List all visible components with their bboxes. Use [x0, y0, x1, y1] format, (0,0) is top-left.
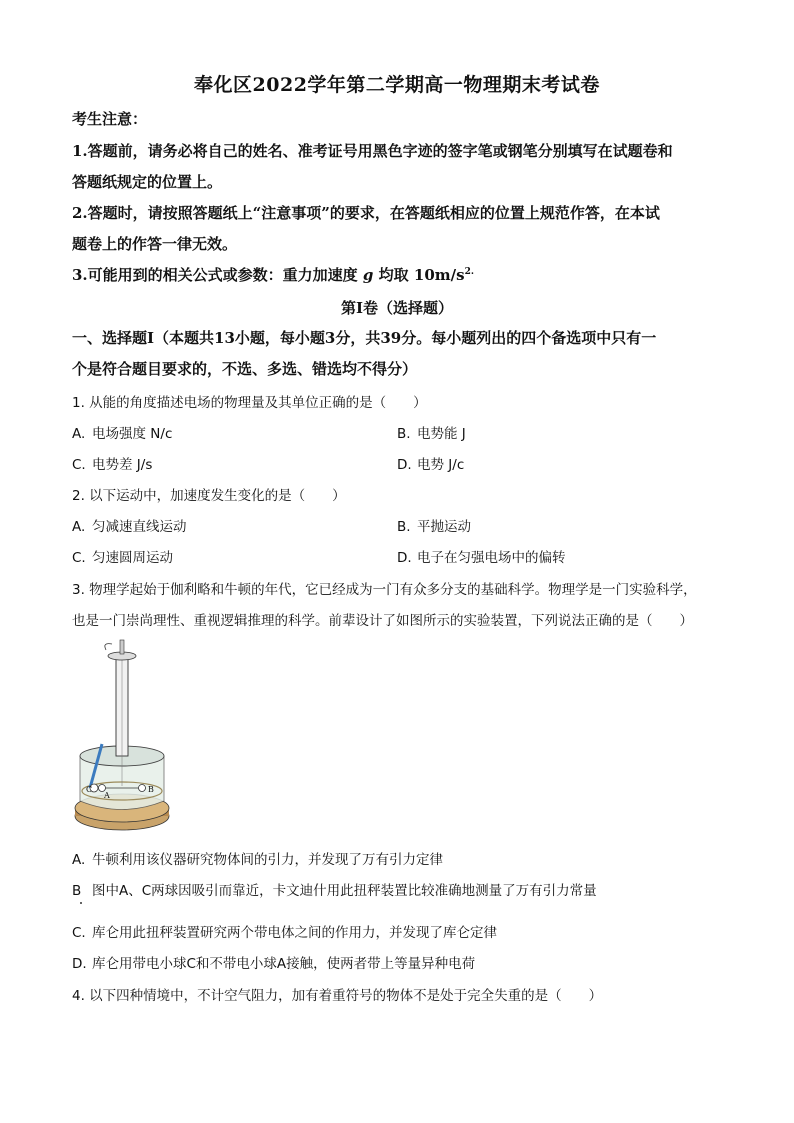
q1-option-c: C. 电势差 J/s	[72, 457, 153, 473]
q3-stem-b: 也是一门崇尚理性、重视逻辑推理的科学。前辈设计了如图所示的实验装置，下列说法正确的是（ ）	[72, 613, 693, 629]
label-c: C	[86, 785, 93, 794]
q3-option-c: C. 库仑用此扭秤装置研究两个带电体之间的作用力，并发现了库仑定律	[72, 925, 497, 941]
knob-stem	[120, 640, 124, 654]
q2-option-a: A. 匀减速直线运动	[72, 519, 187, 535]
notice-item-1a: 1.答题前，请务必将自己的姓名、准考证号用黑色字迹的签字笔或钢笔分别填写在试题卷和	[72, 142, 673, 160]
q3-stem-a: 3. 物理学起始于伽利略和牛顿的年代，它已经成为一门有众多分支的基础科学。物理学是一门实验科学，	[72, 582, 697, 598]
q2-option-b: B. 平抛运动	[397, 519, 471, 535]
notice-item-2b: 题卷上的作答一律无效。	[72, 235, 238, 253]
section-title: 第Ⅰ卷（选择题）	[340, 299, 454, 317]
notice-item-3-sup: 2.	[464, 267, 474, 277]
section-instruction-a: 一、选择题Ⅰ（本题共13小题，每小题3分，共39分。每小题列出的四个备选项中只有一	[72, 329, 657, 347]
notice-item-3-mid: 均取	[378, 266, 409, 284]
q4-stem: 4. 以下四种情境中，不计空气阻力，加有着重符号的物体不是处于完全失重的是（ ）	[72, 988, 603, 1004]
q1-option-b: B. 电势能 J	[397, 426, 466, 442]
stray-dot	[80, 902, 82, 904]
notice-item-2a: 2.答题时，请按照答题纸上“注意事项”的要求，在答题纸相应的位置上规范作答，在本试	[72, 204, 660, 222]
q1-option-a: A. 电场强度 N/c	[72, 426, 173, 442]
q2-option-c: C. 匀速圆周运动	[72, 550, 173, 566]
notice-item-3	[72, 264, 722, 285]
exam-title: 奉化区2022学年第二学期高一物理期末考试卷	[194, 74, 600, 96]
section-instruction-b: 个是符合题目要求的，不选、多选、错选均不得分）	[72, 360, 418, 378]
q3-option-d: D. 库仑用带电小球C和不带电小球A接触，使两者带上等量异种电荷	[72, 956, 476, 972]
label-a: A	[104, 791, 110, 800]
q1-option-d: D. 电势 J/c	[397, 457, 465, 473]
torsion-balance-figure	[72, 636, 172, 836]
notice-item-3-unit: 10m/s	[413, 266, 465, 284]
q1-stem: 1. 从能的角度描述电场的物理量及其单位正确的是（ ）	[72, 395, 427, 411]
q3-option-b: B 图中A、C两球因吸引而靠近，卡文迪什用此扭秤装置比较准确地测量了万有引力常量	[72, 883, 597, 899]
q2-stem: 2. 以下运动中，加速度发生变化的是（ ）	[72, 488, 346, 504]
notice-item-3-var: g	[362, 266, 374, 284]
notice-item-1b: 答题纸规定的位置上。	[72, 173, 223, 191]
notice-heading: 考生注意：	[72, 110, 148, 128]
q2-option-d: D. 电子在匀强电场中的偏转	[397, 550, 566, 566]
ball-b	[139, 785, 146, 792]
notice-item-3-prefix: 3.可能用到的相关公式或参数：重力加速度	[72, 266, 358, 284]
label-b: B	[148, 785, 154, 794]
rotation-arrow	[105, 644, 112, 650]
q3-option-a: A. 牛顿利用该仪器研究物体间的引力，并发现了万有引力定律	[72, 852, 443, 868]
